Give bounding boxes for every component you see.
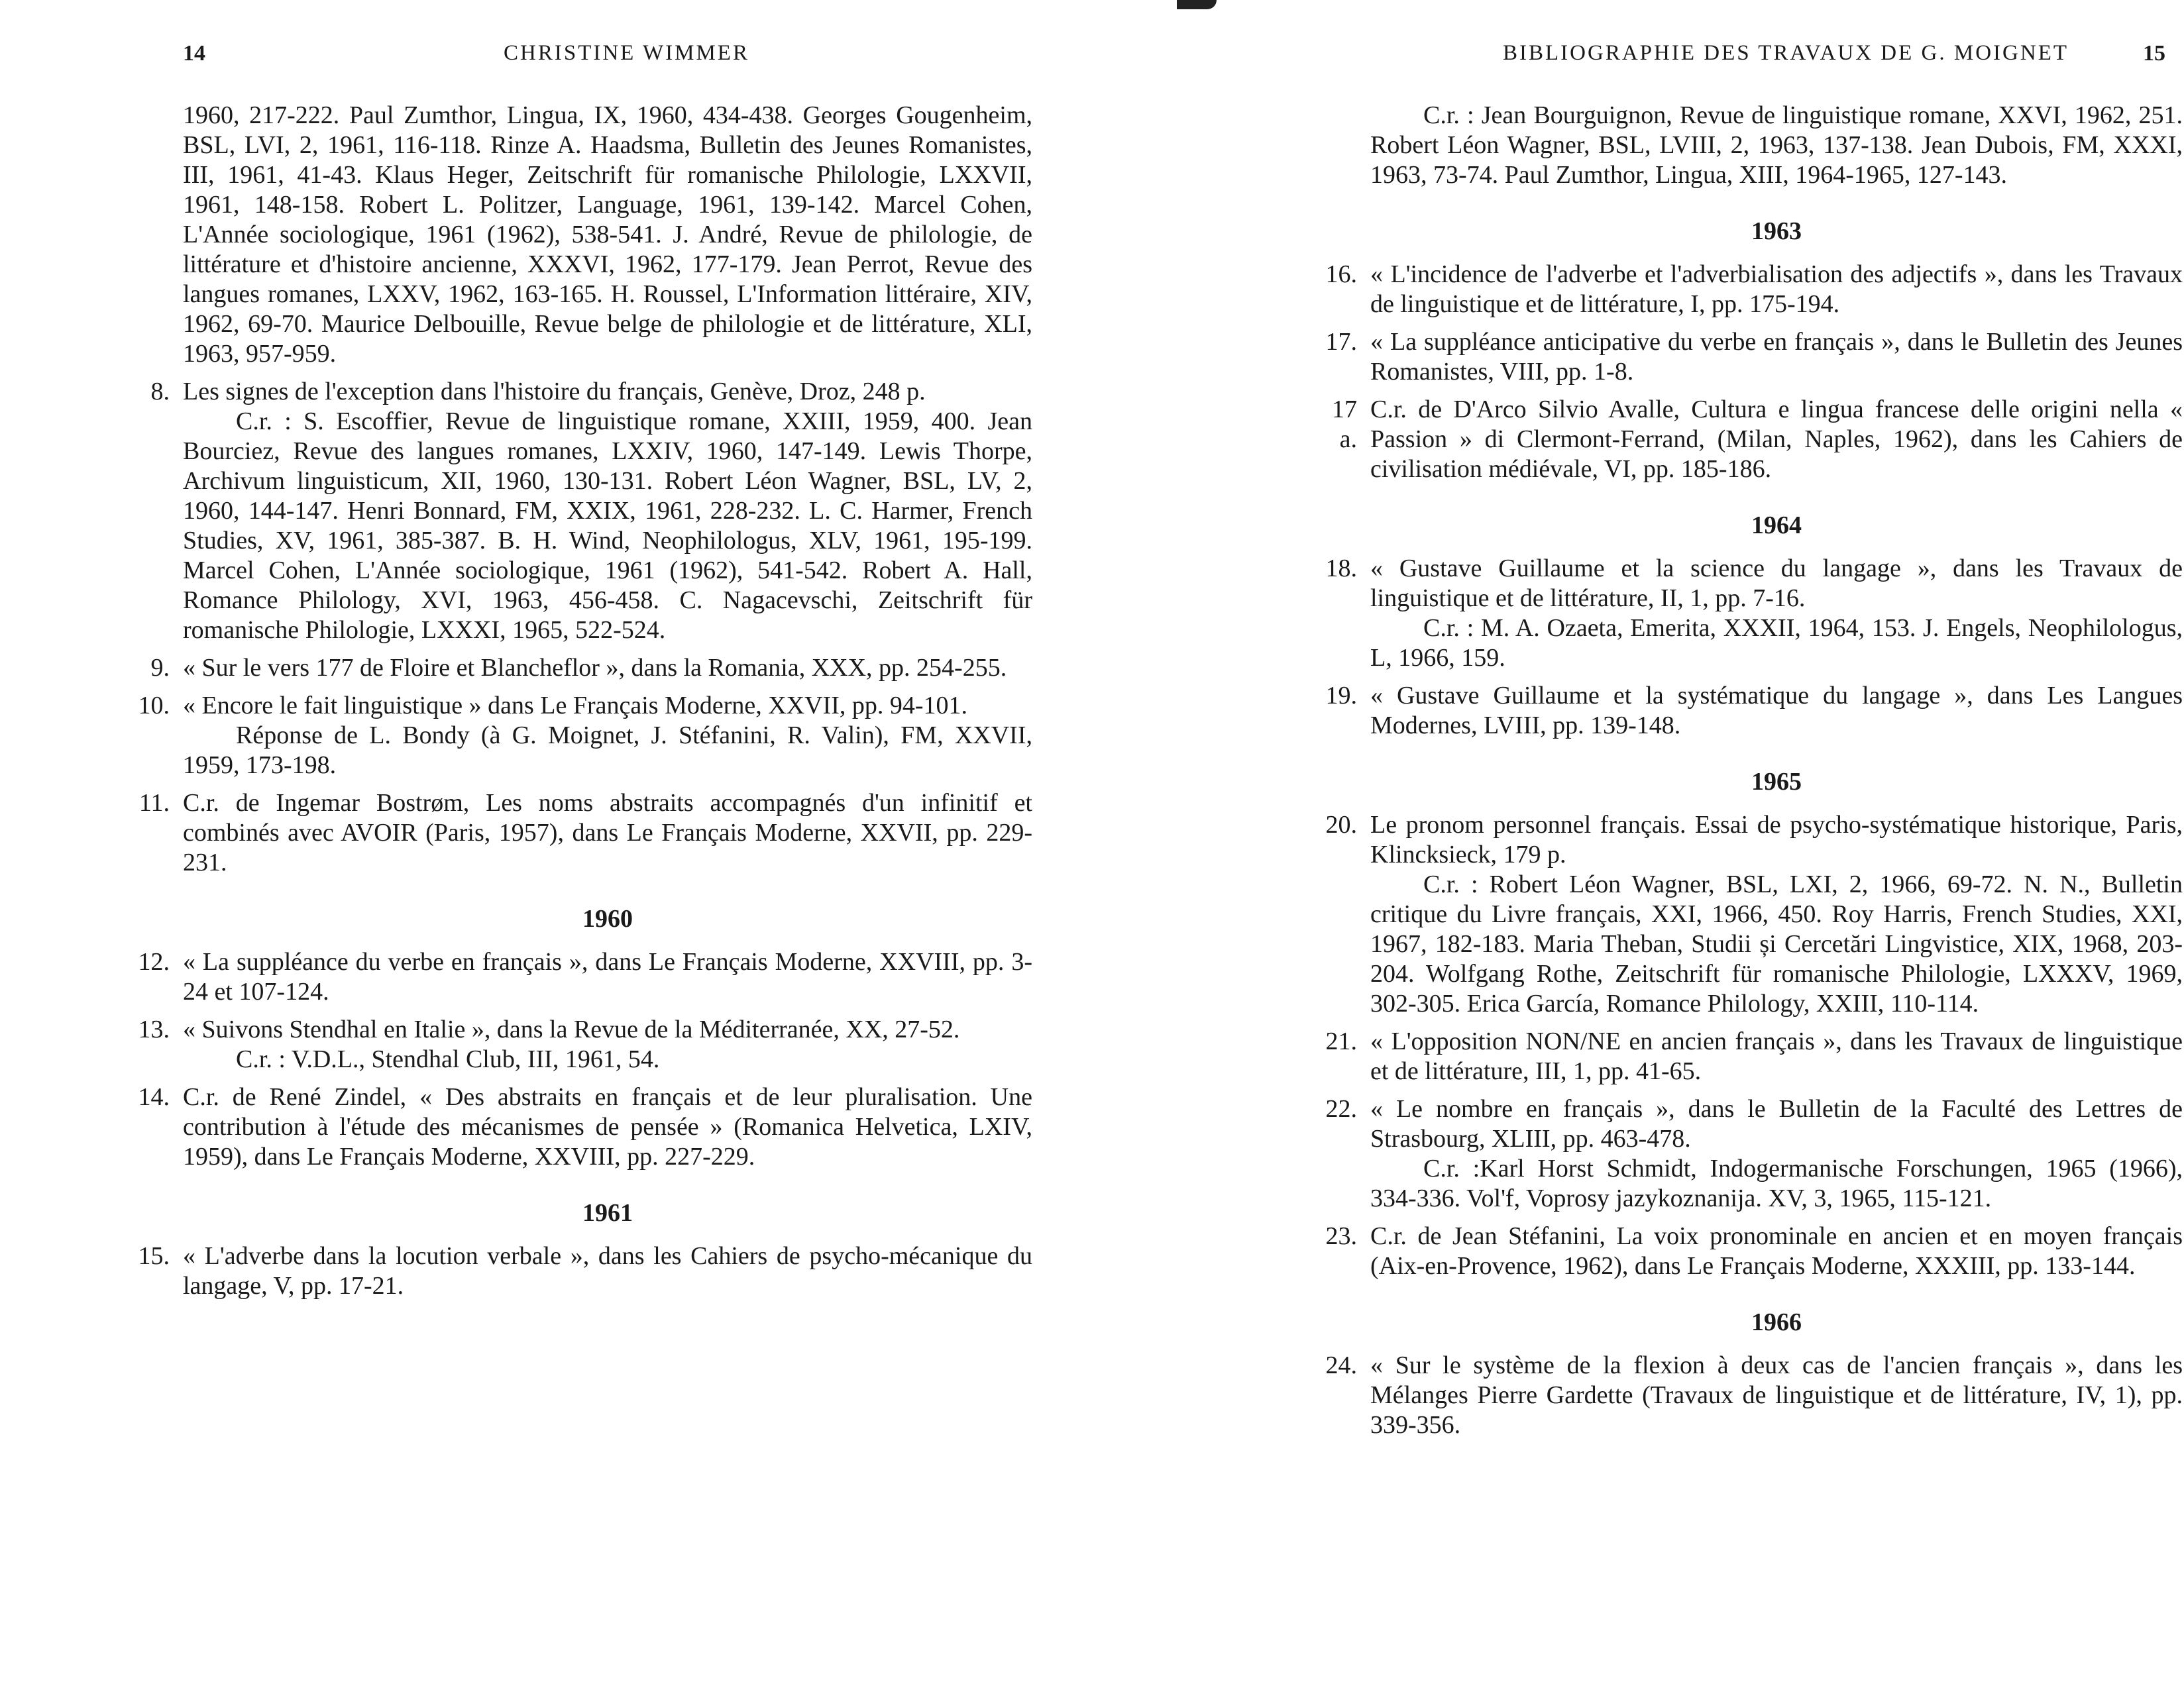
year-heading: 1965 <box>1751 768 1802 796</box>
entry-number: 17. <box>1325 328 1357 356</box>
entry-text: « Suivons Stendhal en Italie », dans la Revue de la Méditerranée, XX, 27-52. <box>183 1016 960 1043</box>
entry-10 <box>138 691 1032 780</box>
entry-number: 11. <box>138 789 170 817</box>
year-heading: 1960 <box>582 905 633 933</box>
entry-number: 22. <box>1325 1095 1357 1123</box>
entry-24 <box>1325 1351 2183 1440</box>
entry-17a <box>1332 395 2183 484</box>
entry-number: 16. <box>1325 260 1357 288</box>
entry-number: 18. <box>1325 554 1357 582</box>
entry-review: C.r. : S. Escoffier, Revue de linguistique romane, XXIII, 1959, 400. Jean Bourciez, Revue des langues romanes, LXXIV, 1960, 147-149. Lewis Thorpe, Archivum linguisticum, XII, 1960, 130-131. Robert Léon Wagner, BSL, LV, 2, 1960, 144-147. Henri Bonnard, FM, XXIX, 1961, 228-232. L. C. Harmer, French Studies, XV, 1961, 385-387. B. H. Wind, Neophilologus, XLV, 1961, 195-199. Marcel Cohen, L'Année sociologique, 1961 (1962), 541-542. Robert A. Hall, Romance Philology, XVI, 1963, 456-458. C. Nagacevschi, Zeitschrift für romanische Philologie, LXXXI, 1965, 522-524. <box>183 407 1032 644</box>
entry-19 <box>1325 681 2183 741</box>
continuation-text: C.r. : Jean Bourguignon, Revue de linguistique romane, XXVI, 1962, 251. Robert Léon Wagner, BSL, LVIII, 2, 1963, 137-138. Jean Dubois, FM, XXXI, 1963, 73-74. Paul Zumthor, Lingua, XIII, 1964-1965, 127-143. <box>1370 101 2183 189</box>
entry-14 <box>138 1082 1032 1172</box>
entry-review: Réponse de L. Bondy (à G. Moignet, J. Stéfanini, R. Valin), FM, XXVII, 1959, 173-198. <box>183 721 1032 779</box>
entry-number: 23. <box>1325 1222 1357 1250</box>
left-column <box>138 101 1032 1309</box>
year-heading: 1964 <box>1751 511 1802 539</box>
right-column <box>1325 101 2183 1448</box>
entry-review: C.r. :Karl Horst Schmidt, Indogermanische Forschungen, 1965 (1966), 334-336. Vol'f, Voprosy jazykoznanija. XV, 3, 1965, 115-121. <box>1370 1155 2183 1212</box>
entry-8 <box>150 377 1032 645</box>
entry-12 <box>138 947 1032 1007</box>
entry-text: « L'adverbe dans la locution verbale », dans les Cahiers de psycho-mécanique du langage, V, pp. 17-21. <box>183 1242 1032 1300</box>
entry-21 <box>1325 1027 2183 1086</box>
entry-text: « L'incidence de l'adverbe et l'adverbialisation des adjectifs », dans les Travaux de linguistique et de littérature, I, pp. 175-194. <box>1370 260 2183 318</box>
entry-number: 13. <box>138 1016 170 1043</box>
entry-text: « Sur le système de la flexion à deux cas de l'ancien français », dans les Mélanges Pierre Gardette (Travaux de linguistique et de littérature, IV, 1), pp. 339-356. <box>1370 1351 2183 1439</box>
entry-number: 9. <box>150 654 170 682</box>
entry-text: C.r. de D'Arco Silvio Avalle, Cultura e lingua francese delle origini nella « Passion » di Clermont-Ferrand, (Milan, Naples, 1962), dans les Cahiers de civilisation médiévale, VI, pp. 185-186. <box>1370 395 2183 483</box>
entry-9 <box>150 653 1032 683</box>
entry-text: « La suppléance anticipative du verbe en français », dans le Bulletin des Jeunes Romanistes, VIII, pp. 1-8. <box>1370 328 2183 386</box>
entry-number: 24. <box>1325 1351 1357 1379</box>
entry-text: « Sur le vers 177 de Floire et Blancheflor », dans la Romania, XXX, pp. 254-255. <box>183 654 1007 682</box>
entry-17 <box>1325 327 2183 387</box>
entry-number: 17 a. <box>1332 395 1357 453</box>
continuation-text: 1960, 217-222. Paul Zumthor, Lingua, IX, 1960, 434-438. Georges Gougenheim, BSL, LVI, 2, 1961, 116-118. Rinze A. Haadsma, Bulletin des Jeunes Romanistes, III, 1961, 41-43. Klaus Heger, Zeitschrift für romanische Philologie, LXXVII, 1961, 148-158. Robert L. Politzer, Language, 1961, 139-142. Marcel Cohen, L'Année sociologique, 1961 (1962), 538-541. J. André, Revue de philologie, de littérature et d'histoire ancienne, XXXVI, 1962, 177-179. Jean Perrot, Revue des langues romanes, LXXV, 1962, 163-165. H. Roussel, L'Information littéraire, XIV, 1962, 69-70. Maurice Delbouille, Revue belge de philologie et de littérature, XLI, 1963, 957-959. <box>183 101 1032 368</box>
entry-13 <box>138 1015 1032 1075</box>
entry-review: C.r. : V.D.L., Stendhal Club, III, 1961, 54. <box>236 1045 660 1073</box>
entry-22 <box>1325 1094 2183 1214</box>
entry-15 <box>138 1241 1032 1301</box>
right-page <box>1092 0 2184 1684</box>
entry-text: « Le nombre en français », dans le Bulletin de la Faculté des Lettres de Strasbourg, XLIII, pp. 463-478. <box>1370 1095 2183 1153</box>
entry-number: 15. <box>138 1242 170 1270</box>
entry-number: 14. <box>138 1083 170 1111</box>
year-heading: 1963 <box>1751 217 1802 245</box>
entry-number: 20. <box>1325 811 1357 839</box>
page-number: 15 <box>2143 41 2165 66</box>
entry-text: C.r. de René Zindel, « Des abstraits en français et de leur pluralisation. Une contribution à l'étude des mécanismes de pensée » (Romanica Helvetica, LXIV, 1959), dans Le Français Moderne, XXVIII, pp. 227-229. <box>183 1083 1032 1171</box>
entry-number: 8. <box>150 378 170 405</box>
entry-16 <box>1325 260 2183 319</box>
entry-number: 10. <box>138 692 170 719</box>
entry-number: 19. <box>1325 682 1357 710</box>
entry-11 <box>138 788 1032 878</box>
entry-text: Les signes de l'exception dans l'histoire du français, Genève, Droz, 248 p. <box>183 378 926 405</box>
entry-text: « Gustave Guillaume et la science du langage », dans les Travaux de linguistique et de littérature, II, 1, pp. 7-16. <box>1370 554 2183 612</box>
entry-23 <box>1325 1222 2183 1281</box>
entry-18 <box>1325 554 2183 673</box>
entry-text: « L'opposition NON/NE en ancien français », dans les Travaux de linguistique et de littérature, III, 1, pp. 41-65. <box>1370 1027 2183 1085</box>
year-heading: 1961 <box>582 1199 633 1227</box>
entry-text: C.r. de Ingemar Bostrøm, Les noms abstraits accompagnés d'un infinitif et combinés avec AVOIR (Paris, 1957), dans Le Français Moderne, XXVII, pp. 229-231. <box>183 789 1032 876</box>
entry-text: Le pronom personnel français. Essai de psycho-systématique historique, Paris, Klincksieck, 179 p. <box>1370 811 2183 868</box>
running-head: CHRISTINE WIMMER <box>504 41 749 65</box>
entry-review: C.r. : Robert Léon Wagner, BSL, LXI, 2, 1966, 69-72. N. N., Bulletin critique du Livre français, XXI, 1966, 450. Roy Harris, French Studies, XXI, 1967, 182-183. Maria Theban, Studii și Cercetări Lingvistice, XIX, 1968, 203-204. Wolfgang Rothe, Zeitschrift für romanische Philologie, LXXXV, 1969, 302-305. Erica García, Romance Philology, XXIII, 110-114. <box>1370 870 2183 1018</box>
entry-number: 12. <box>138 948 170 976</box>
entry-20 <box>1325 810 2183 1019</box>
entry-text: « La suppléance du verbe en français », dans Le Français Moderne, XXVIII, pp. 3-24 et 107-124. <box>183 948 1032 1006</box>
entry-number: 21. <box>1325 1027 1357 1055</box>
entry-text: « Encore le fait linguistique » dans Le Français Moderne, XXVII, pp. 94-101. <box>183 692 968 719</box>
entry-text: « Gustave Guillaume et la systématique du langage », dans Les Langues Modernes, LVIII, pp. 139-148. <box>1370 682 2183 739</box>
entry-text: C.r. de Jean Stéfanini, La voix pronominale en ancien et en moyen français (Aix-en-Provence, 1962), dans Le Français Moderne, XXXIII, pp. 133-144. <box>1370 1222 2183 1280</box>
page-number: 14 <box>183 41 205 66</box>
running-head: BIBLIOGRAPHIE DES TRAVAUX DE G. MOIGNET <box>1503 41 2069 65</box>
entry-review: C.r. : M. A. Ozaeta, Emerita, XXXII, 1964, 153. J. Engels, Neophilologus, L, 1966, 159. <box>1370 614 2183 672</box>
year-heading: 1966 <box>1751 1308 1802 1336</box>
